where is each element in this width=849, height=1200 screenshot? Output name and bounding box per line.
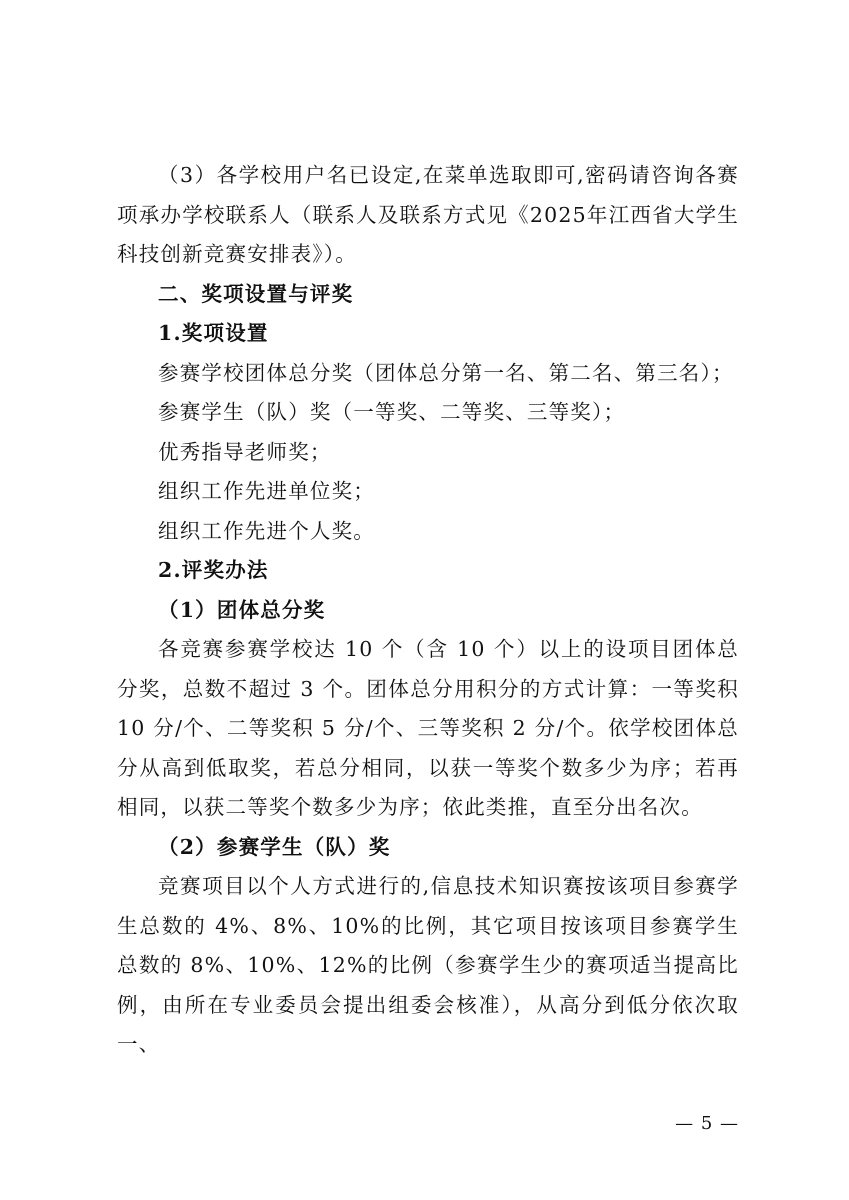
team-award-heading: （1）团体总分奖 (158, 597, 326, 622)
paragraph-team-award: 各竞赛参赛学校达 10 个（含 10 个）以上的设项目团体总分奖，总数不超过 3 个。团体总分用积分的方式计算：一等奖积 10 分/个、二等奖积 5 分/个、三等奖积 2 分/个。依学校团体总分从高到低取奖，若总分相同，以获一等奖个数多少为序；若再相同，以获二等奖个数多少为序；依此类推，直至分出名次。 (117, 637, 739, 819)
subsection-heading-evaluation: 2.评奖办法 (158, 558, 269, 582)
section-heading: 二、奖项设置与评奖 (158, 281, 354, 306)
page-number: — 5 — (675, 1113, 739, 1134)
document-body (117, 156, 739, 1065)
student-award-heading: （2）参赛学生（队）奖 (158, 834, 391, 859)
award-item: 组织工作先进个人奖。 (158, 518, 375, 543)
subsection-heading-award-setup: 1.奖项设置 (158, 321, 269, 345)
award-item: 优秀指导老师奖； (158, 439, 332, 464)
award-item: 参赛学校团体总分奖（团体总分第一名、第二名、第三名）； (158, 360, 734, 385)
award-item: 组织工作先进单位奖； (158, 479, 375, 503)
paragraph-student-award: 竞赛项目以个人方式进行的,信息技术知识赛按该项目参赛学生总数的 4%、8%、10%的比例，其它项目按该项目参赛学生总数的 8%、10%、12%的比例（参赛学生少的赛项适当提高比例，由所在专业委员会提出组委会核准），从高分到低分依次取一、 (117, 874, 739, 1056)
award-item: 参赛学生（队）奖（一等奖、二等奖、三等奖）； (158, 400, 626, 424)
paragraph-account-info: （3）各学校用户名已设定,在菜单选取即可,密码请咨询各赛项承办学校联系人（联系人及联系方式见《2025年江西省大学生科技创新竞赛安排表》）。 (117, 163, 739, 266)
